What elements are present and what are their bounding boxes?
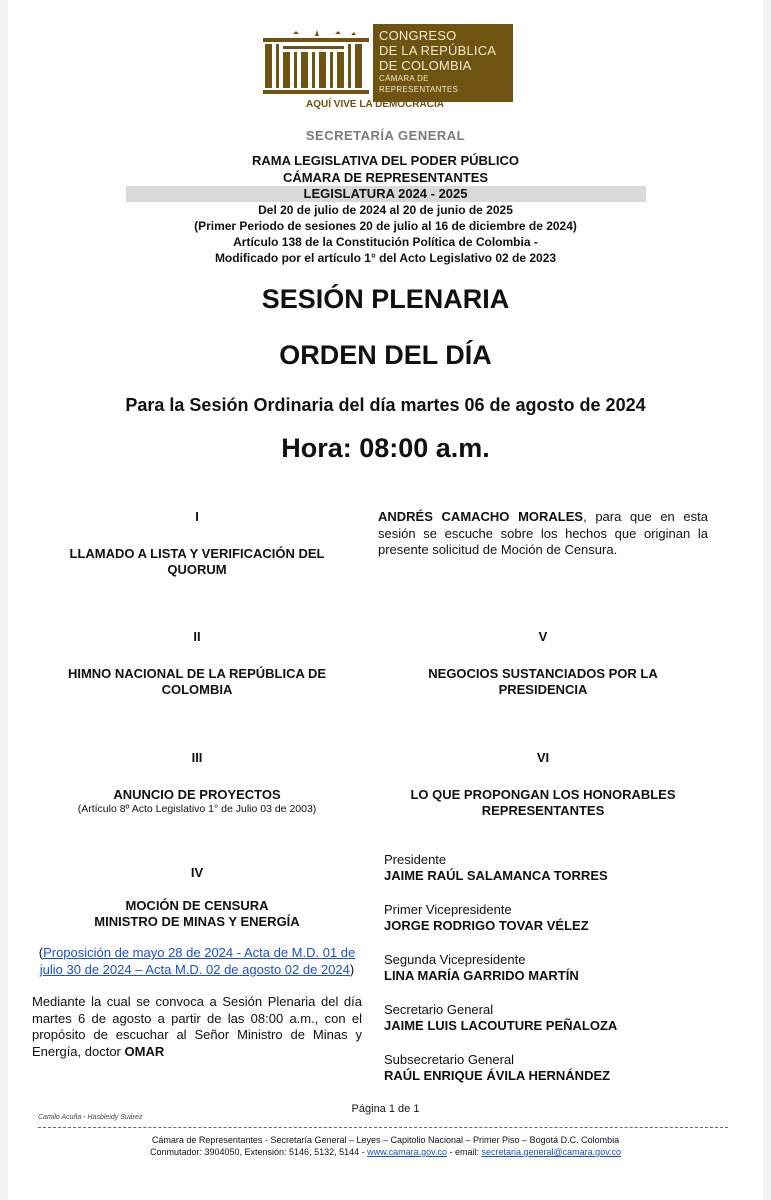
header-line: Artículo 138 de la Constitución Política de Colombia -	[233, 235, 538, 249]
session-time: Hora: 08:00 a.m.	[281, 433, 490, 463]
section-title: REPRESENTANTES	[481, 803, 605, 818]
section-number: III	[191, 750, 203, 765]
section-iv	[32, 865, 362, 1060]
section-title: PRESIDENCIA	[498, 682, 588, 697]
footer-line: Cámara de Representantes - Secretaría General – Leyes – Capitolio Nacional – Primer Piso – Bogotá D.C. Colombia	[151, 1135, 620, 1145]
section-body	[32, 994, 362, 1060]
section-number: II	[193, 629, 201, 644]
official-role: Primer Vicepresidente	[384, 902, 512, 917]
official-name: JAIME LUIS LACOUTURE PEÑALOZA	[384, 1018, 618, 1033]
official-entry	[384, 1052, 714, 1084]
secretaria-general-heading: SECRETARÍA GENERAL	[305, 128, 466, 143]
footer-address	[8, 1134, 763, 1158]
paren: )	[349, 962, 355, 977]
session-subtitle: Para la Sesión Ordinaria del día martes 06 de agosto de 2024	[125, 395, 646, 415]
section-title: MINISTRO DE MINAS Y ENERGÍA	[94, 914, 300, 929]
section-i	[32, 509, 362, 578]
logo-wordmark	[373, 24, 513, 102]
section-number: I	[195, 509, 199, 524]
page-title-secondary: ORDEN DEL DÍA	[279, 340, 492, 370]
header-block	[8, 152, 763, 266]
body-text: Mediante la cual se convoca a Sesión Plenaria del día martes 6 de agosto a partir de las 08:00 a.m., con el propósito de escuchar al Señor Ministro de Minas y Energía, doctor	[32, 994, 362, 1059]
section-v	[378, 629, 708, 698]
official-role: Presidente	[384, 852, 447, 867]
header-line: CÁMARA DE REPRESENTANTES	[282, 170, 489, 185]
section-title: COLOMBIA	[161, 682, 233, 697]
section-title: QUORUM	[167, 562, 227, 577]
official-name: RAÚL ENRIQUE ÁVILA HERNÁNDEZ	[384, 1068, 611, 1083]
document-page	[8, 0, 763, 1200]
page-number: Página 1 de 1	[351, 1103, 420, 1115]
paren: (	[38, 945, 44, 960]
page-title: SESIÓN PLENARIA	[261, 284, 510, 314]
header-line: (Primer Periodo de sesiones 20 de julio al 16 de diciembre de 2024)	[194, 219, 577, 233]
header-line: Modificado por el artículo 1° del Acto Legislativo 02 de 2023	[214, 251, 557, 265]
section-iv-continued	[378, 509, 708, 559]
section-note: (Artículo 8º Acto Legislativo 1° de Julio 03 de 2003)	[77, 803, 317, 815]
continued-body: , para que en esta sesión se escuche sobre los hechos que originan la presente solicitud de Moción de Censura.	[378, 509, 708, 557]
section-title: LLAMADO A LISTA Y VERIFICACIÓN DEL	[69, 546, 325, 561]
official-role: Segunda Vicepresidente	[384, 952, 526, 967]
footer-line	[8, 1146, 763, 1158]
official-name: JAIME RAÚL SALAMANCA TORRES	[384, 868, 608, 883]
section-ii	[32, 629, 362, 698]
section-number: IV	[190, 865, 204, 880]
section-title: LO QUE PROPONGAN LOS HONORABLES	[410, 787, 676, 802]
official-role: Subsecretario General	[384, 1052, 515, 1067]
official-entry	[384, 902, 714, 934]
official-entry	[384, 1002, 714, 1034]
capitol-columns-icon	[263, 30, 369, 96]
footer-divider	[38, 1127, 728, 1128]
section-iii	[32, 750, 362, 816]
logo-line: CÁMARA DE REPRESENTANTES	[379, 74, 459, 94]
continued-text	[378, 509, 708, 559]
section-vi	[378, 750, 708, 819]
header-line: Del 20 de julio de 2024 al 20 de junio de 2025	[258, 203, 513, 217]
acta-02-link[interactable]: – Acta M.D. 02 de agosto 02 de 2024	[131, 962, 350, 977]
author-initials: Camilo Acuña - Hasbleidy Suárez	[38, 1114, 143, 1121]
section-number: V	[538, 629, 548, 644]
footer-contact: Conmutador: 3904050, Extensión: 5146, 5132, 5144 -	[149, 1147, 368, 1157]
header-line: RAMA LEGISLATIVA DEL PODER PÚBLICO	[252, 153, 519, 168]
legislatura-band: LEGISLATURA 2024 - 2025	[126, 186, 646, 202]
website-link[interactable]: www.camara.gov.co	[367, 1147, 447, 1157]
proposicion-link[interactable]: Proposición de mayo 28 de 2024	[43, 945, 234, 960]
email-link[interactable]: secretaria.general@camara.gov.co	[481, 1147, 622, 1157]
slogan: AQUÍ VIVE LA DEMOCRACIA	[306, 99, 444, 110]
section-number: VI	[536, 750, 550, 765]
body-bold: OMAR	[124, 1043, 165, 1059]
official-entry	[384, 952, 714, 984]
official-name: LINA MARÍA GARRIDO MARTÍN	[384, 968, 579, 983]
logo-line: DE COLOMBIA	[379, 58, 472, 73]
official-name: JORGE RODRIGO TOVAR VÉLEZ	[384, 918, 589, 933]
references	[32, 944, 362, 978]
acta-01-link[interactable]: - Acta de M.D. 01 de julio 30 de 2024	[39, 945, 356, 977]
minister-name: ANDRÉS CAMACHO MORALES	[378, 509, 584, 524]
footer-email-label: - email:	[446, 1147, 482, 1157]
official-entry	[384, 852, 714, 884]
section-title: ANUNCIO DE PROYECTOS	[113, 787, 281, 802]
section-title: HIMNO NACIONAL DE LA REPÚBLICA DE	[67, 666, 327, 681]
official-role: Secretario General	[384, 1002, 494, 1017]
section-title: MOCIÓN DE CENSURA	[125, 898, 269, 913]
section-title: NEGOCIOS SUSTANCIADOS POR LA	[428, 666, 658, 681]
logo-line: CONGRESO	[379, 28, 457, 43]
officials-list	[384, 852, 714, 1084]
logo-line: DE LA REPÚBLICA	[379, 43, 497, 58]
